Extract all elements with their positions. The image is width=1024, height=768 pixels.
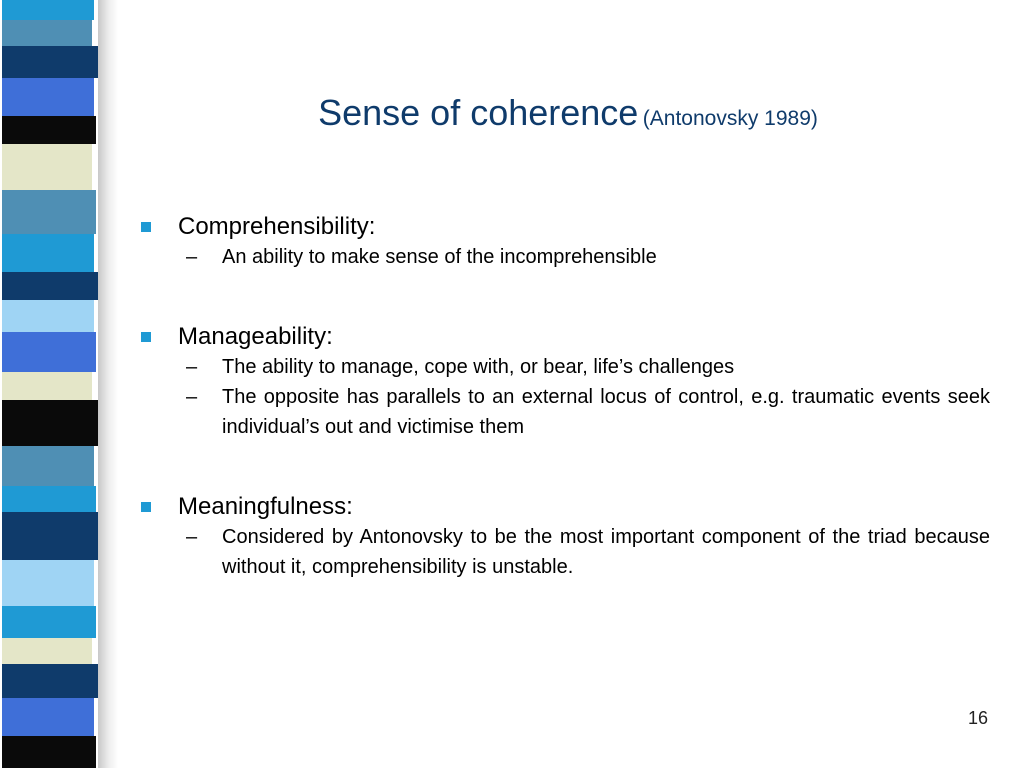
bullet-heading: Comprehensibility: xyxy=(178,213,376,240)
sub-bullet-text: The opposite has parallels to an external locus of control, e.g. traumatic events seek individual’s out and victimise them xyxy=(222,386,990,438)
square-bullet-icon xyxy=(141,332,151,342)
sub-bullet xyxy=(186,352,990,382)
sub-bullet-text: The ability to manage, cope with, or bear, life’s challenges xyxy=(222,356,735,378)
slide-title xyxy=(118,92,1018,134)
strip-block xyxy=(2,736,96,768)
strip-block xyxy=(2,512,98,560)
dash-bullet-icon: – xyxy=(186,526,198,548)
bullet-manageability xyxy=(138,322,990,352)
bullet-heading: Meaningfulness: xyxy=(178,493,353,520)
strip-block xyxy=(2,116,96,144)
sub-bullet xyxy=(186,242,990,272)
bullet-heading: Manageability: xyxy=(178,323,333,350)
page-number: 16 xyxy=(967,708,988,728)
strip-block xyxy=(2,272,98,300)
dash-bullet-icon: – xyxy=(186,246,198,268)
decorative-color-strip xyxy=(0,0,100,768)
strip-block xyxy=(2,372,92,400)
bullet-meaningfulness xyxy=(138,492,990,522)
slide-body xyxy=(138,212,990,582)
sub-bullet xyxy=(186,382,990,442)
strip-block xyxy=(2,332,96,372)
strip-block xyxy=(2,78,94,116)
dash-bullet-icon: – xyxy=(186,386,198,408)
strip-block xyxy=(2,20,92,46)
dash-bullet-icon: – xyxy=(186,356,198,378)
square-bullet-icon xyxy=(141,502,151,512)
strip-block xyxy=(2,638,92,664)
strip-block xyxy=(2,606,96,638)
strip-block xyxy=(2,0,94,20)
decorative-strip-shadow xyxy=(98,0,118,768)
strip-block xyxy=(2,698,94,736)
strip-block xyxy=(2,664,98,698)
strip-block xyxy=(2,190,96,234)
title-main: Sense of coherence xyxy=(318,92,639,133)
sub-bullet xyxy=(186,522,990,582)
strip-block xyxy=(2,234,94,272)
strip-block xyxy=(2,486,96,512)
sub-bullet-text: An ability to make sense of the incomprehensible xyxy=(222,246,657,268)
bullet-comprehensibility xyxy=(138,212,990,242)
square-bullet-icon xyxy=(141,222,151,232)
strip-block xyxy=(2,560,94,606)
strip-block xyxy=(2,300,94,332)
title-citation: (Antonovsky 1989) xyxy=(642,107,818,130)
strip-block xyxy=(2,446,94,486)
strip-block xyxy=(2,144,92,190)
strip-block xyxy=(2,400,98,446)
strip-block xyxy=(2,46,98,78)
sub-bullet-text: Considered by Antonovsky to be the most important component of the triad because without it, comprehensibility is unstable. xyxy=(222,526,990,578)
